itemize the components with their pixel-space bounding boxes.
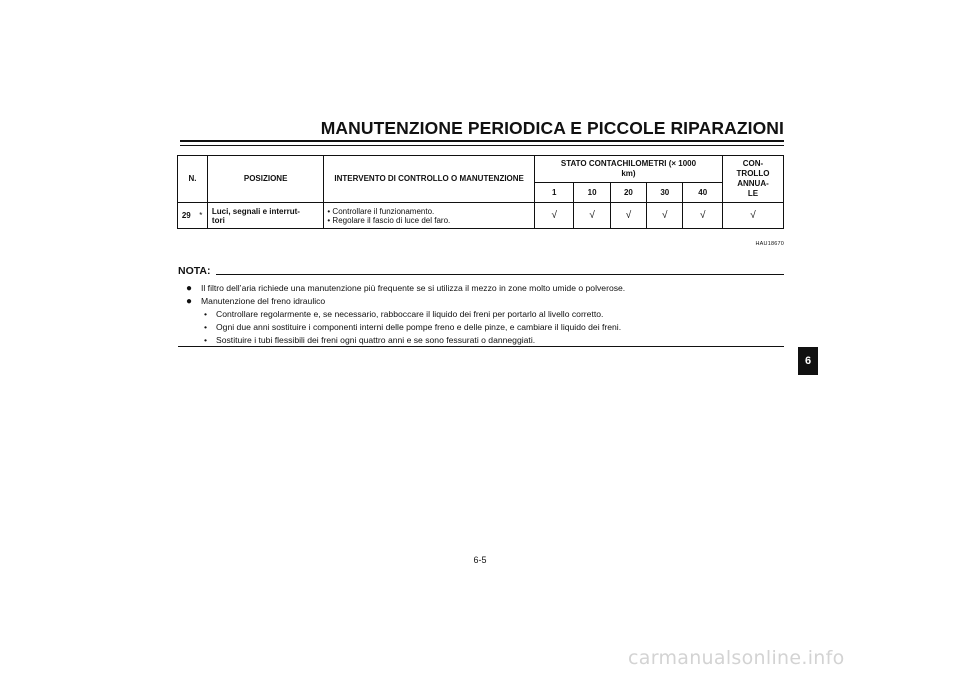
nota-rule: [216, 274, 784, 275]
header-km-30: 30: [647, 183, 683, 203]
header-km-40: 40: [683, 183, 723, 203]
sub-list-item: [186, 321, 784, 334]
check-km-10: √: [574, 203, 610, 229]
header-controllo-line2: TROLLO: [736, 169, 770, 178]
row-marker: *: [195, 203, 208, 229]
header-controllo-line1: CON-: [742, 159, 764, 168]
sub-note-text: Controllare regolarmente e, se necessario, rabboccare il liquido dei freni per portarlo al livello corretto.: [216, 309, 604, 319]
check-km-40: √: [683, 203, 723, 229]
reference-code: HAU18670: [755, 241, 784, 247]
header-km-1: 1: [534, 183, 574, 203]
check-km-20: √: [610, 203, 646, 229]
header-stato-line2: km): [621, 169, 636, 178]
row-position-line1: Luci, segnali e interrut-: [211, 206, 300, 216]
header-controllo-line3: ANNUA-: [737, 179, 769, 188]
sub-bullet-icon: •: [204, 335, 208, 345]
sub-bullet-icon: •: [204, 322, 208, 332]
bullet-icon: ●: [186, 296, 193, 307]
header-stato-line1: STATO CONTACHILOMETRI (× 1000: [560, 159, 697, 168]
row-action-line2: • Regolare il fascio di luce del faro.: [327, 215, 451, 225]
sub-list-item: [186, 308, 784, 321]
header-intervento: INTERVENTO DI CONTROLLO O MANUTENZIONE: [324, 156, 535, 203]
list-item: [186, 295, 784, 308]
row-position-line2: tori: [211, 215, 225, 225]
header-controllo-line4: LE: [747, 189, 759, 198]
maintenance-table: [177, 155, 784, 229]
page-title: MANUTENZIONE PERIODICA E PICCOLE RIPARAZIONI: [320, 118, 784, 138]
header-posizione: POSIZIONE: [207, 156, 323, 203]
header-stato-contachilometri: [534, 156, 722, 183]
sub-note-text: Sostituire i tubi flessibili dei freni ogni quattro anni e se sono fessurati o danneggiati.: [216, 335, 536, 345]
sub-note-text: Ogni due anni sostituire i componenti interni delle pompe freno e delle pinze, e cambiare il liquido dei freni.: [216, 322, 622, 332]
header-n: N.: [178, 156, 208, 203]
table-row: [178, 203, 784, 229]
title-rule-thick: [180, 140, 784, 142]
note-text: Il filtro dell’aria richiede una manutenzione più frequente se si utilizza il mezzo in zone molto umide o polverose.: [201, 283, 626, 293]
nota-label: NOTA:: [178, 265, 211, 277]
header-km-10: 10: [574, 183, 610, 203]
note-text: Manutenzione del freno idraulico: [201, 296, 326, 306]
check-km-1: √: [534, 203, 574, 229]
header-controllo-annuale: [723, 156, 784, 203]
nota-bottom-rule: [178, 346, 784, 347]
row-position: [207, 203, 323, 229]
section-tab: 6: [798, 347, 818, 375]
row-action: [324, 203, 535, 229]
check-km-30: √: [647, 203, 683, 229]
check-annual: √: [723, 203, 784, 229]
list-item: [186, 282, 784, 295]
row-number: 29: [178, 203, 195, 229]
header-km-20: 20: [610, 183, 646, 203]
watermark: carmanualsonline.info: [628, 647, 845, 669]
sub-bullet-icon: •: [204, 309, 208, 319]
title-rule-thin: [180, 145, 784, 146]
nota-list: [186, 282, 784, 347]
bullet-icon: ●: [186, 283, 193, 294]
row-action-line1: • Controllare il funzionamento.: [327, 206, 435, 216]
page-number: 6-5: [473, 555, 487, 565]
